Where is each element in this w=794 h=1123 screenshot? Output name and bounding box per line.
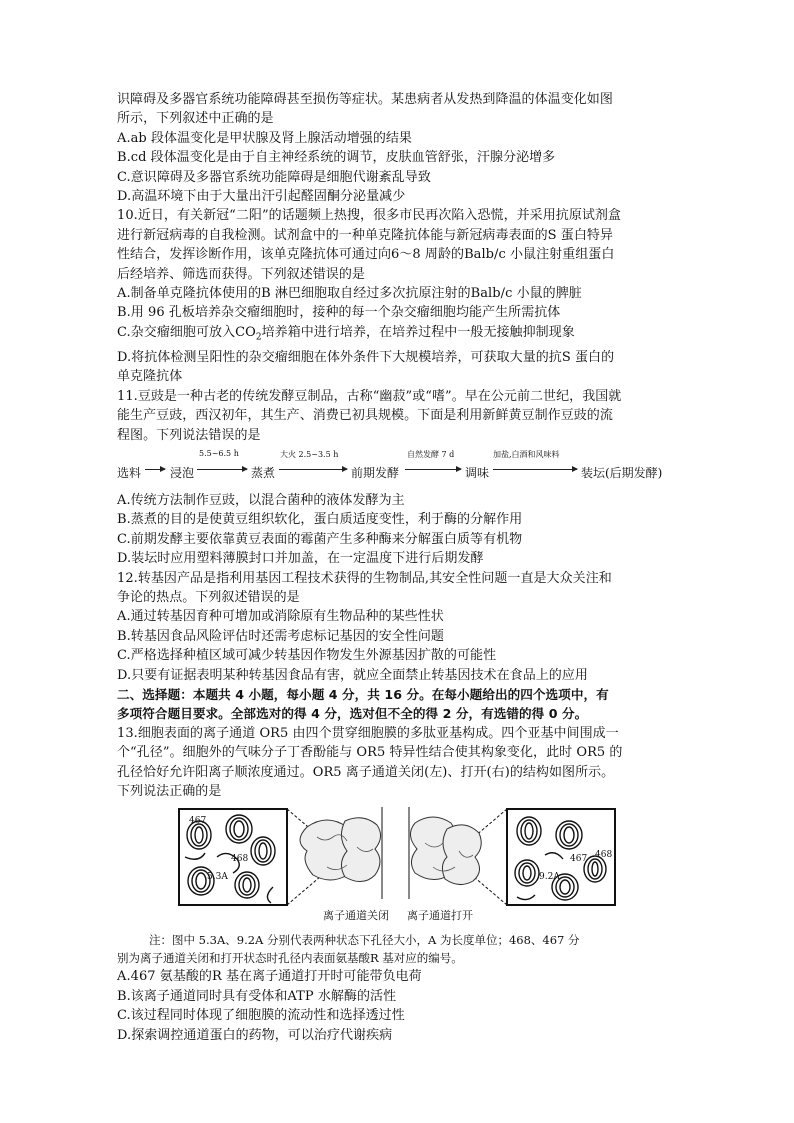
q10-stem-line: 10.近日，有关新冠“二阳”的话题频上热搜，很多市民再次陷入恐慌，并采用抗原试剂盒 — [117, 208, 622, 224]
q11-stem-line: 程图。下列说法错误的是 — [117, 427, 261, 443]
flow-arrow — [493, 469, 577, 470]
q12-option-d: D.只要有证据表明某种转基因食品有害，就应全面禁止转基因技术在食品上的应用 — [117, 667, 588, 683]
or5-channel-figure — [117, 807, 677, 927]
q10-stem-line: 进行新冠病毒的自我检测。试剂盒中的一种单克隆抗体能与新冠病毒表面的S 蛋白特异 — [117, 227, 613, 243]
section-2-line: 二、选择题：本题共 4 小题，每小题 4 分，共 16 分。在每小题给出的四个选项中，有 — [117, 686, 609, 702]
flow-cond-steam: 大火 2.5~3.5 h — [280, 449, 339, 459]
q11-option-a: A.传统方法制作豆豉，以混合菌种的液体发酵为主 — [117, 492, 405, 508]
figure-note-line — [117, 931, 677, 949]
right-label-468: 468 — [595, 850, 613, 861]
flow-step-select: 选料 — [117, 465, 142, 480]
q13-option-d: D.探索调控通道蛋白的药物，可以治疗代谢疾病 — [117, 1027, 393, 1043]
flow-cond-season: 加盐,白酒和风味料 — [493, 449, 560, 459]
q11-stem-line: 能生产豆豉，西汉初年，其生产、消费已初具规模。下面是利用新鲜黄豆制作豆豉的流 — [117, 408, 613, 424]
flow-cond-soak: 5.5~6.5 h — [199, 448, 239, 458]
section-2-line: 多项符合题目要求。全部选对的得 4 分，选对但不全的得 2 分，有选错的得 0 分。 — [117, 706, 588, 722]
figure-note-line: 别为离子通道关闭和打开状态时孔径内表面氨基酸R 基对应的编号。 — [117, 951, 463, 966]
flow-step-soak: 浸泡 — [170, 465, 195, 480]
or5-structure-illustration — [177, 807, 617, 925]
flow-cond-pre-ferment: 自然发酵 7 d — [407, 449, 455, 459]
q12-stem-line: 争论的热点。下列叙述错误的是 — [117, 589, 300, 605]
question-12 — [117, 569, 677, 685]
figure-note-text: 注：图中 5.3A、9.2A 分别代表两种状态下孔径大小，A 为长度单位；468、467 分 — [149, 933, 580, 948]
left-label-468: 468 — [231, 854, 249, 865]
right-label-size: 9.2A — [539, 872, 560, 883]
q9-stem-line: 识障碍及多器官系统功能障碍甚至损伤等症状。某患病者从发热到降温的体温变化如图 — [117, 92, 613, 107]
right-label-467: 467 — [570, 854, 588, 865]
q10-option-a: A.制备单克隆抗体使用的B 淋巴细胞取自经过多次抗原注射的Balb/c 小鼠的脾脏 — [117, 286, 582, 302]
q13-stem-line: 13.细胞表面的离子通道 OR5 由四个贯穿细胞膜的多肽亚基构成。四个亚基中间围成一 — [117, 725, 619, 741]
flow-arrow — [279, 469, 347, 470]
q13-stem-line: 个“孔径”。细胞外的气味分子丁香酚能与 OR5 特异性结合使其构象变化，此时 OR5 的 — [117, 745, 623, 761]
q10-stem-line: 后经培养、筛选而获得。下列叙述错误的是 — [117, 266, 365, 282]
q11-stem-line: 11.豆豉是一种古老的传统发酵豆制品，古称“幽菽”或“嗜”。早在公元前二世纪，我国就 — [117, 388, 622, 404]
left-label-467: 467 — [189, 816, 207, 827]
q13-option-c: C.该过程同时体现了细胞膜的流动性和选择透过性 — [117, 1008, 405, 1024]
question-13 — [117, 724, 677, 1045]
q13-stem-line: 孔径恰好允许阳离子顺浓度通过。OR5 离子通道关闭(左)、打开(右)的结构如图所示。 — [117, 764, 615, 780]
q9-option-b: B.cd 段体温变化是由于自主神经系统的调节，皮肤血管舒张，汗腺分泌增多 — [117, 150, 556, 166]
flow-step-jar: 装坛(后期发酵) — [581, 465, 663, 480]
q10-option-c-post: 培养箱中进行培养，在培养过程中一般无接触抑制现象 — [261, 324, 575, 340]
q10-option-b: B.用 96 孔板培养杂交瘤细胞时，接种的每一个杂交瘤细胞均能产生所需抗体 — [117, 305, 561, 321]
q9-stem-line: 所示，下列叙述中正确的是 — [117, 111, 274, 127]
flow-step-steam: 蒸煮 — [251, 465, 276, 480]
question-10 — [117, 206, 677, 386]
caption-channel-open: 离子通道打开 — [407, 909, 473, 923]
q10-option-c-pre: C.杂交瘤细胞可放入CO — [117, 324, 256, 340]
flow-step-season: 调味 — [465, 465, 490, 480]
question-9 — [117, 90, 677, 206]
q9-option-d: D.高温环境下由于大量出汗引起醛固酮分泌量减少 — [117, 189, 406, 205]
left-label-size: 5.3A — [207, 872, 228, 883]
flow-arrow — [197, 469, 247, 470]
section-2-instructions — [117, 685, 677, 724]
flow-arrow — [405, 469, 461, 470]
q12-option-b: B.转基因食品风险评估时还需考虑标记基因的安全性问题 — [117, 628, 444, 644]
q10-option-d: D.将抗体检测呈阳性的杂交瘤细胞在体外条件下大规模培养，可获取大量的抗S 蛋白的 — [117, 349, 615, 365]
q11-option-d: D.装坛时应用塑料薄膜封口并加盖，在一定温度下进行后期发酵 — [117, 551, 484, 567]
question-11 — [117, 387, 677, 569]
q11-option-c: C.前期发酵主要依靠黄豆表面的霉菌产生多种酶来分解蛋白质等有机物 — [117, 531, 523, 547]
flow-arrow — [145, 469, 165, 470]
q11-option-b: B.蒸煮的目的是使黄豆组织软化，蛋白质适度变性，利于酶的分解作用 — [117, 512, 523, 528]
q10-option-c — [117, 323, 677, 348]
q13-option-a: A.467 氨基酸的R 基在离子通道打开时可能带负电荷 — [117, 969, 422, 985]
q10-option-d-cont: 单克隆抗体 — [117, 369, 183, 385]
q9-option-a: A.ab 段体温变化是甲状腺及肾上腺活动增强的结果 — [117, 130, 412, 146]
q12-option-c: C.严格选择种植区域可减少转基因作物发生外源基因扩散的可能性 — [117, 648, 497, 664]
q10-option-c-subscript: 2 — [255, 332, 262, 343]
q9-option-c: C.意识障碍及多器官系统功能障碍是细胞代谢紊乱导致 — [117, 169, 431, 185]
q12-stem-line: 12.转基因产品是指利用基因工程技术获得的生物制品,其安全性问题一直是大众关注和 — [117, 570, 612, 586]
q13-option-b: B.该离子通道同时具有受体和ATP 水解酶的活性 — [117, 988, 397, 1004]
q12-option-a: A.通过转基因育种可增加或消除原有生物品种的某些性状 — [117, 609, 444, 625]
caption-channel-closed: 离子通道关闭 — [323, 909, 389, 923]
exam-page — [117, 90, 677, 1045]
q10-stem-line: 性结合，发挥诊断作用，该单克隆抗体可通过向6～8 周龄的Balb/c 小鼠注射重组蛋白 — [117, 247, 615, 263]
douchi-flow-chart — [117, 447, 677, 487]
flow-step-pre-ferment: 前期发酵 — [351, 465, 400, 480]
q13-stem-line: 下列说法正确的是 — [117, 784, 222, 799]
